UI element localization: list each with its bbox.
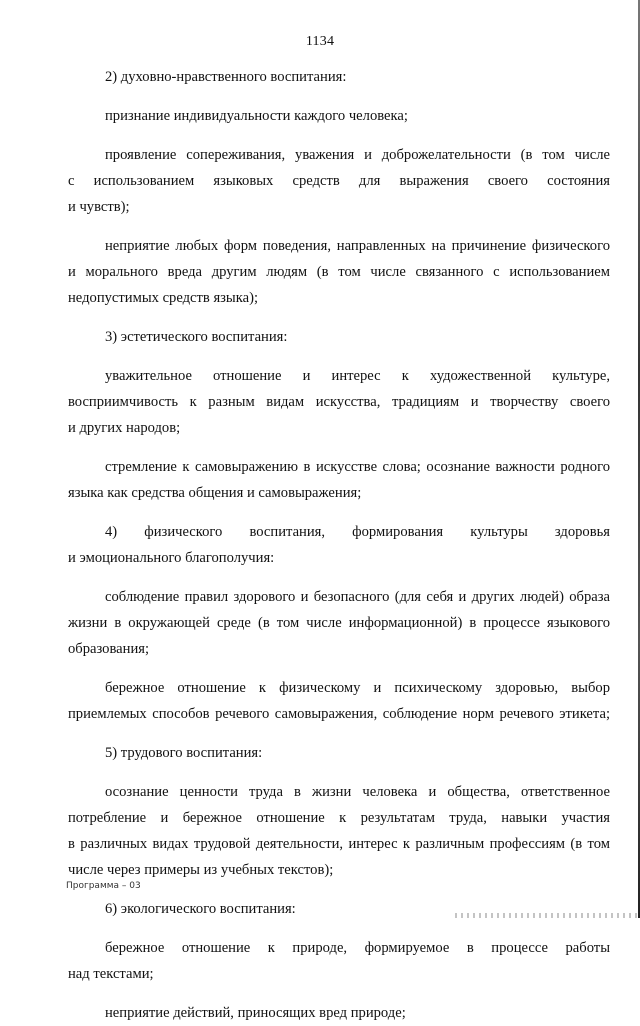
text-line: потребление и бережное отношение к результатам труда, навыки участия	[68, 810, 610, 826]
text-line: осознание ценности труда в жизни человека и общества, ответственное	[105, 784, 610, 800]
text-line: над текстами;	[68, 966, 154, 982]
text-line: приемлемых способов речевого самовыражения, соблюдение норм речевого этикета;	[68, 706, 610, 722]
text-line: проявление сопереживания, уважения и доброжелательности (в том числе	[105, 147, 610, 163]
text-line: 3) эстетического воспитания:	[105, 329, 288, 345]
heading-physical	[68, 519, 610, 571]
document-body	[68, 64, 610, 1026]
item-nature-care	[68, 935, 610, 987]
text-line: 2) духовно-нравственного воспитания:	[105, 69, 347, 85]
text-line: стремление к самовыражению в искусстве слова; осознание важности родного	[105, 459, 610, 475]
text-line: 6) экологического воспитания:	[105, 901, 296, 917]
heading-ecological	[68, 896, 610, 922]
text-line: соблюдение правил здорового и безопасного (для себя и других людей) образа	[105, 589, 610, 605]
item-individuality	[68, 103, 610, 129]
text-line: языка как средства общения и самовыражения;	[68, 485, 362, 501]
text-line: неприятие действий, приносящих вред природе;	[105, 1005, 406, 1021]
text-line: недопустимых средств языка);	[68, 290, 258, 306]
item-labor-value	[68, 779, 610, 883]
item-safe-lifestyle	[68, 584, 610, 662]
heading-spiritual-moral	[68, 64, 610, 90]
heading-aesthetic	[68, 324, 610, 350]
text-line: 4) физического воспитания, формирования культуры здоровья	[105, 524, 610, 540]
text-line: и чувств);	[68, 199, 130, 215]
text-line: числе через примеры из учебных текстов);	[68, 862, 334, 878]
item-health-care	[68, 675, 610, 727]
text-line: и морального вреда другим людям (в том числе связанного с использованием	[68, 264, 610, 280]
text-line: признание индивидуальности каждого человека;	[105, 108, 408, 124]
text-line: восприимчивость к разным видам искусства, традициям и творчеству своего	[68, 394, 610, 410]
heading-labor	[68, 740, 610, 766]
item-self-expression	[68, 454, 610, 506]
text-line: жизни в окружающей среде (в том числе информационной) в процессе языкового	[68, 615, 610, 631]
text-line: и других народов;	[68, 420, 181, 436]
text-line: уважительное отношение и интерес к художественной культуре,	[105, 368, 610, 384]
text-line: неприятие любых форм поведения, направленных на причинение физического	[105, 238, 610, 254]
page-number: 1134	[305, 34, 335, 49]
text-line: и эмоционального благополучия:	[68, 550, 275, 566]
text-line: бережное отношение к природе, формируемое в процессе работы	[105, 940, 610, 956]
item-empathy	[68, 142, 610, 220]
item-respect-culture	[68, 363, 610, 441]
item-rejection-nature-harm	[68, 1000, 610, 1026]
page-footer: Программа – 03	[66, 881, 141, 891]
text-line: с использованием языковых средств для выражения своего состояния	[68, 173, 610, 189]
text-line: бережное отношение к физическому и психическому здоровью, выбор	[105, 680, 610, 696]
text-line: образования;	[68, 641, 150, 657]
text-line: 5) трудового воспитания:	[105, 745, 263, 761]
item-rejection-harm	[68, 233, 610, 311]
scan-specks	[455, 913, 640, 918]
text-line: в различных видах трудовой деятельности, интерес к различным профессиям (в том	[68, 836, 610, 852]
